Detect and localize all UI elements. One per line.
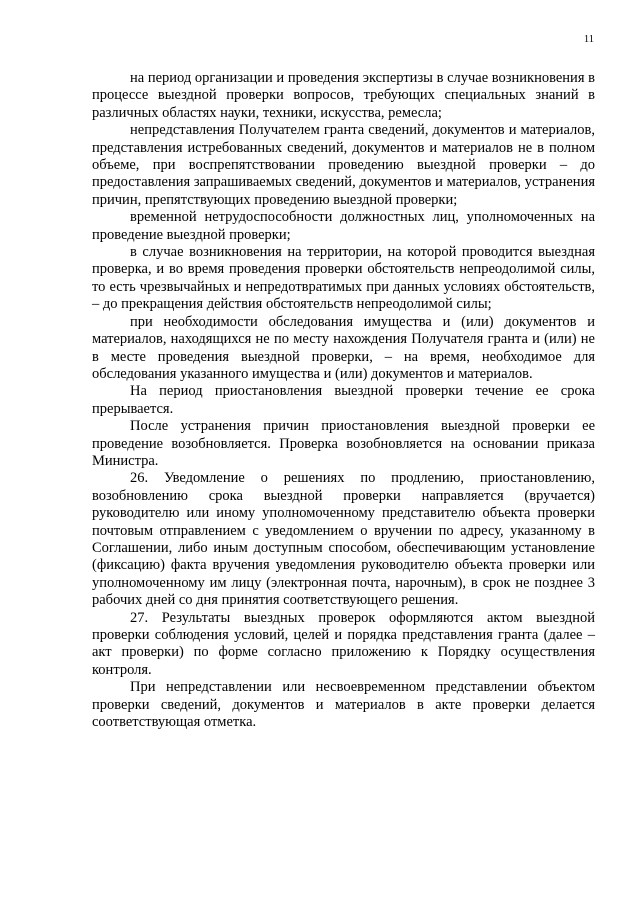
paragraph-clause-27-inspection-act: 27. Результаты выездных проверок оформляются актом выездной проверки соблюдения условий, целей и порядка представления гранта (далее – акт проверки) по форме согласно приложению к Порядку осуществления контроля. [92,609,595,678]
paragraph-property-inspection: при необходимости обследования имущества и (или) документов и материалов, находящихся не по месту нахождения Получателя гранта и (или) не в месте проведения выездной проверки, – на время, необходимое для обследования указанного имущества и (или) документов и материалов. [92,313,595,382]
paragraph-temporary-disability: временной нетрудоспособности должностных лиц, уполномоченных на проведение выездной проверки; [92,209,595,243]
paragraph-term-interruption: На период приостановления выездной проверки течение ее срока прерывается. [92,383,595,417]
paragraph-clause-26-notification: 26. Уведомление о решениях по продлению, приостановлению, возобновлению срока выездной проверки направляется (вручается) руководителю или иному уполномоченному представителю объекта проверки почтовым отправлением с уведомлением о вручении по адресу, указанному в Соглашении, либо иным доступным способом, обеспечивающим установление (фиксацию) факта вручения уведомления руководителю объекта проверки или уполномоченному им лицу (электронная почта, нарочным), в срок не позднее 3 рабочих дней со дня принятия соответствующего решения. [92,470,595,609]
document-body [92,70,595,731]
page-number: 11 [583,34,594,45]
paragraph-expertise-suspension: на период организации и проведения экспертизы в случае возникновения в процессе выездной проверки вопросов, требующих специальных знаний в различных областях науки, техники, искусства, ремесла; [92,70,595,121]
paragraph-non-provision-documents: непредставления Получателем гранта сведений, документов и материалов, представления истребованных сведений, документов и материалов не в полном объеме, при воспрепятствовании проведению выездной проверки – до предоставления запрашиваемых сведений, документов и материалов, устранения причин, препятствующих проведению выездной проверки; [92,122,595,208]
paragraph-missing-documents-note: При непредставлении или несвоевременном представлении объектом проверки сведений, документов и материалов в акте проверки делается соответствующая отметка. [92,679,595,731]
paragraph-force-majeure: в случае возникновения на территории, на которой проводится выездная проверка, и во время проведения проверки обстоятельств непреодолимой силы, то есть чрезвычайных и непредотвратимых при данных условиях обстоятельств, – до прекращения действия обстоятельств непреодолимой силы; [92,244,595,313]
paragraph-resumption: После устранения причин приостановления выездной проверки ее проведение возобновляется. Проверка возобновляется на основании приказа Министра. [92,418,595,469]
